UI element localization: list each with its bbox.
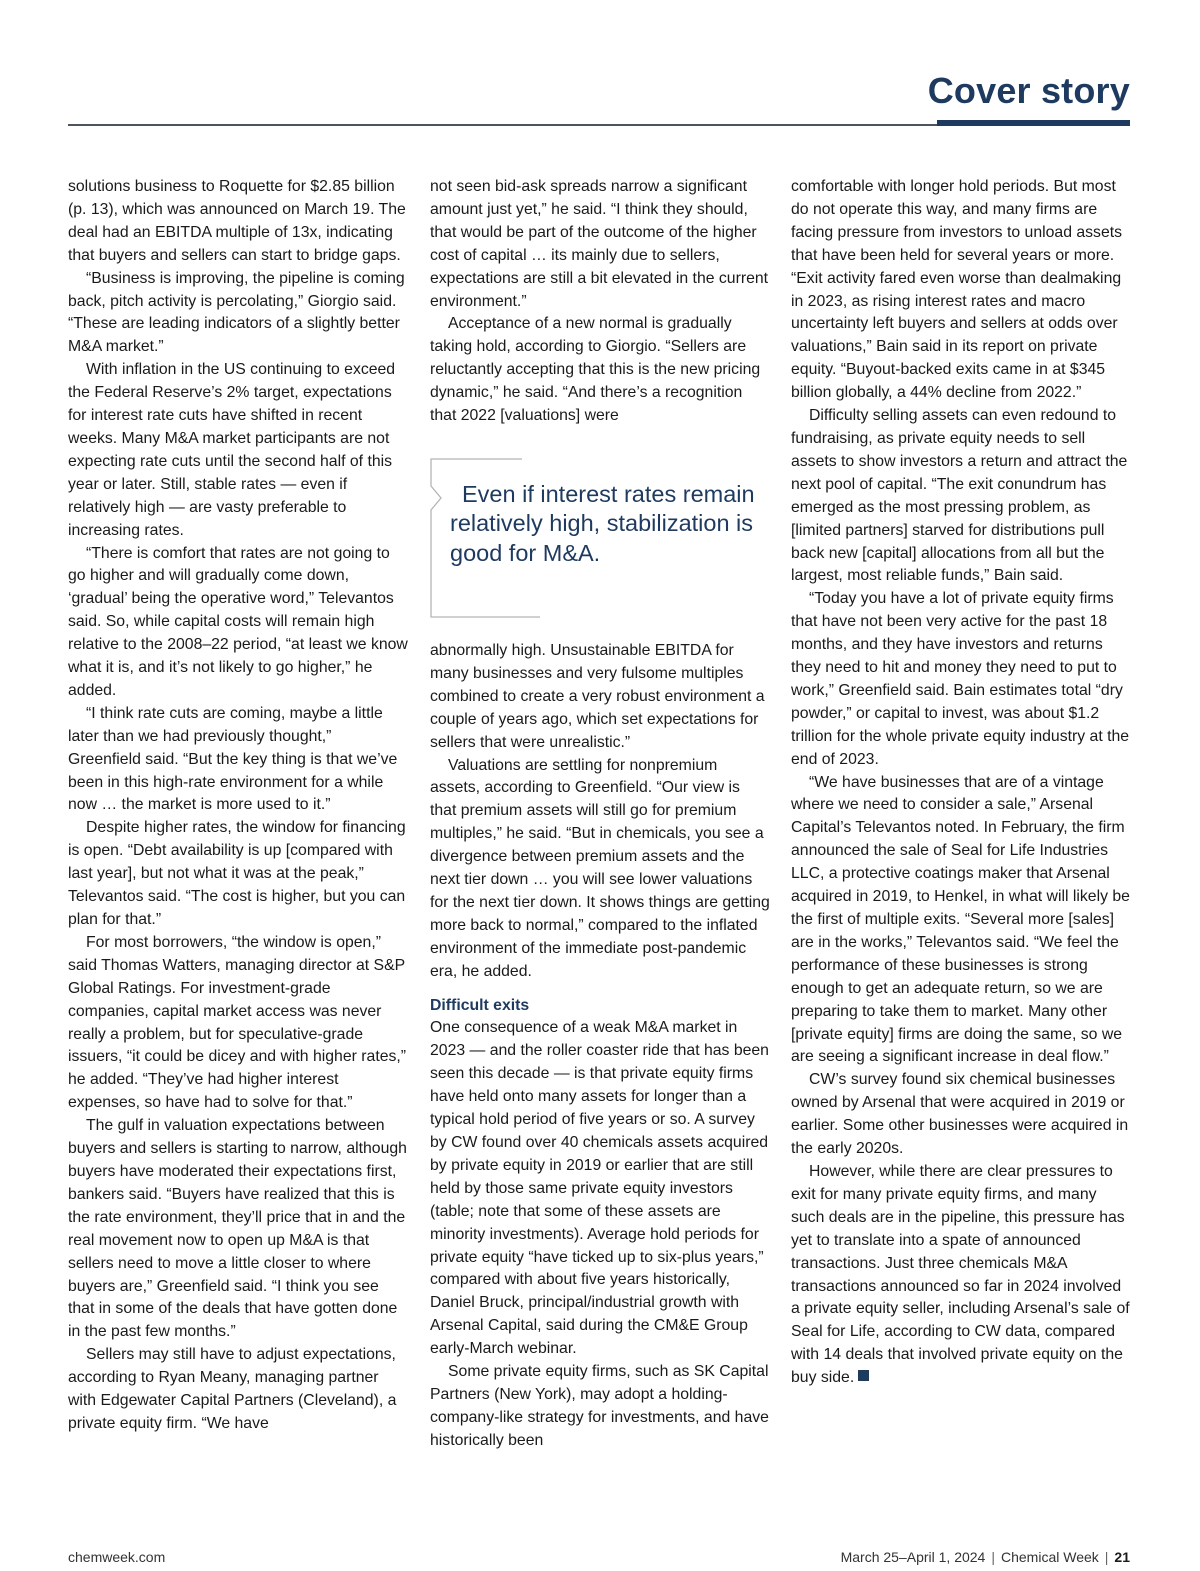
paragraph: Valuations are settling for nonpremium assets, according to Greenfield. “Our view is that premium assets will still go for premium multiples,” he said. “But in chemicals, you see a divergence between premium assets and the next tier down … you will see lower valuations for the next tier down. It shows things are getting more back to normal,” compared to the inflated environment of the immediate post-pandemic era, he added. xyxy=(430,756,770,980)
last-paragraph xyxy=(791,1161,1131,1390)
footer-website: chemweek.com xyxy=(68,1549,166,1565)
paragraph: Despite higher rates, the window for financing is open. “Debt availability is up [compared with last year], but not what it was at the peak,” Televantos said. “The cost is higher, but you can plan for that.” xyxy=(68,819,406,928)
footer-publication: Chemical Week xyxy=(1001,1549,1099,1565)
paragraph: Difficulty selling assets can even redound to fundraising, as private equity needs to sell assets to show investors a return and attract the next pool of capital. “The exit conundrum has emerged as the most pressing problem, as [limited partners] starved for distributions pull back new [capital] allocations from all but the largest, most reliable funds,” Bain said. xyxy=(791,407,1128,585)
paragraph-text: However, while there are clear pressures to exit for many private equity firms, and many such deals are in the pipeline, this pressure has yet to translate into a spate of announced transactions. Just three chemicals M&A transactions announced so far in 2024 involved a private equity seller, including Arsenal’s sale of Seal for Life, according to CW data, compared with 14 deals that involved private equity on the buy side. xyxy=(791,1162,1130,1387)
paragraph: Acceptance of a new normal is gradually taking hold, according to Giorgio. “Sellers are reluctantly accepting that this is the new pricing dynamic,” he said. “And there’s a recognition that 2022 [valuations] were xyxy=(430,315,761,425)
article-column-3 xyxy=(791,176,1131,1390)
paragraph: CW’s survey found six chemical businesses owned by Arsenal that were acquired in 2019 or earlier. Some other businesses were acquired in the early 2020s. xyxy=(791,1071,1129,1158)
subheading: Difficult exits xyxy=(430,996,530,1014)
paragraph: not seen bid-ask spreads narrow a significant amount just yet,” he said. “I think they should, that would be part of the outcome of the higher cost of capital … its mainly due to sellers, expectations are still a bit elevated in the current environment.” xyxy=(430,178,769,310)
paragraph: comfortable with longer hold periods. But most do not operate this way, and many firms are facing pressure from investors to unload assets that have been held for several years or more. “Exit activity fared even worse than dealmaking in 2023, as rising interest rates and macro uncertainty left buyers and sellers at odds over valuations,” Bain said in its report on private equity. “Buyout-backed exits came in at $345 billion globally, a 44% decline from 2022.” xyxy=(791,178,1123,402)
paragraph: “I think rate cuts are coming, maybe a little later than we had previously thought,” Greenfield said. “But the key thing is that we’ve been in this high-rate environment for a while now … the market is more used to it.” xyxy=(68,704,398,814)
pull-quote-text: Even if interest rates remain relatively high, stabilization is good for M&A. xyxy=(450,480,755,566)
article-column-2 xyxy=(430,176,770,1453)
section-label: Cover story xyxy=(927,70,1130,111)
paragraph: “There is comfort that rates are not going to go higher and will gradually come down, ‘gradual’ being the operative word,” Televantos said. So, while capital costs will remain high relative to the 2008–22 period, “at least we know what it is, and it’s not likely to go higher,” he added. xyxy=(68,544,408,699)
paragraph: “Today you have a lot of private equity firms that have not been very active for the past 18 months, and they have investors and returns they need to hit and money they need to put to work,” Greenfield said. Bain estimates total “dry powder,” or capital to invest, was about $1.2 trillion for the whole private equity industry at the end of 2023. xyxy=(791,590,1130,768)
end-of-story-icon xyxy=(858,1370,869,1381)
paragraph: “We have businesses that are of a vintage where we need to consider a sale,” Arsenal Capital’s Televantos noted. In February, the firm announced the sale of Seal for Life Industries LLC, a protective coatings maker that Arsenal acquired in 2019, to Henkel, in what will likely be the first of multiple exits. “Several more [sales] are in the works,” Televantos said. “We feel the performance of these businesses is strong enough to get an adequate return, so we are preparing to take them to market. Many other [private equity] firms are doing the same, so we are seeing a significant increase in deal flow.” xyxy=(791,773,1130,1066)
paragraph: abnormally high. Unsustainable EBITDA for many businesses and very fulsome multiples combined to create a very robust environment a couple of years ago, which set expectations for sellers that were unrealistic.” xyxy=(430,641,765,751)
paragraph: Sellers may still have to adjust expectations, according to Ryan Meany, managing partner with Edgewater Capital Partners (Cleveland), a private equity firm. “We have xyxy=(68,1346,397,1432)
paragraph: For most borrowers, “the window is open,” said Thomas Watters, managing director at S&P Global Ratings. For investment-grade companies, capital market access was never really a problem, but for speculative-grade issuers, “it could be dicey and with higher rates,” he added. “They’ve had higher interest expenses, so have had to solve for that.” xyxy=(68,933,407,1112)
paragraph: The gulf in valuation expectations between buyers and sellers is starting to narrow, although buyers have moderated their expectations first, bankers said. “Buyers have realized that this is the rate environment, they’ll price that in and the real movement now to open up M&A is that sellers need to move a little closer to where buyers are,” Greenfield said. “I think you see that in some of the deals that have gotten done in the past few months.” xyxy=(68,1117,407,1341)
paragraph: “Business is improving, the pipeline is coming back, pitch activity is percolating,” Giorgio said. “These are leading indicators of a slightly better M&A market.” xyxy=(68,269,405,356)
page-number: 21 xyxy=(1114,1549,1130,1565)
footer-date: March 25–April 1, 2024 xyxy=(840,1549,986,1565)
footer-info xyxy=(841,1549,1130,1565)
article-column-1 xyxy=(68,176,408,1436)
pull-quote xyxy=(430,458,770,618)
footer-separator: | xyxy=(1104,1549,1109,1565)
paragraph: Some private equity firms, such as SK Capital Partners (New York), may adopt a holding-company-like strategy for investments, and have historically been xyxy=(430,1363,769,1449)
footer-separator: | xyxy=(991,1549,995,1565)
paragraph: solutions business to Roquette for $2.85 billion (p. 13), which was announced on March 19. The deal had an EBITDA multiple of 13x, indicating that buyers and sellers can start to bridge gaps. xyxy=(68,178,406,264)
paragraph: With inflation in the US continuing to exceed the Federal Reserve’s 2% target, expectations for interest rate cuts have shifted in recent weeks. Many M&A market participants are not expecting rate cuts until the second half of this year or later. Still, stable rates — even if relatively high — are vasty preferable to increasing rates. xyxy=(68,361,396,539)
paragraph: One consequence of a weak M&A market in 2023 — and the roller coaster ride that has been seen this decade — is that private equity firms have held onto many assets for longer than a typical hold period of five years or so. A survey by CW found over 40 chemicals assets acquired by private equity in 2019 or earlier that are still held by those same private equity investors (table; note that some of these assets are minority investments). Average hold periods for private equity “have ticked up to six-plus years,” compared with about five years historically, Daniel Bruck, principal/industrial growth with Arsenal Capital, said during the CM&E Group early-March webinar. xyxy=(430,1019,769,1358)
header-accent-bar xyxy=(937,120,1130,126)
